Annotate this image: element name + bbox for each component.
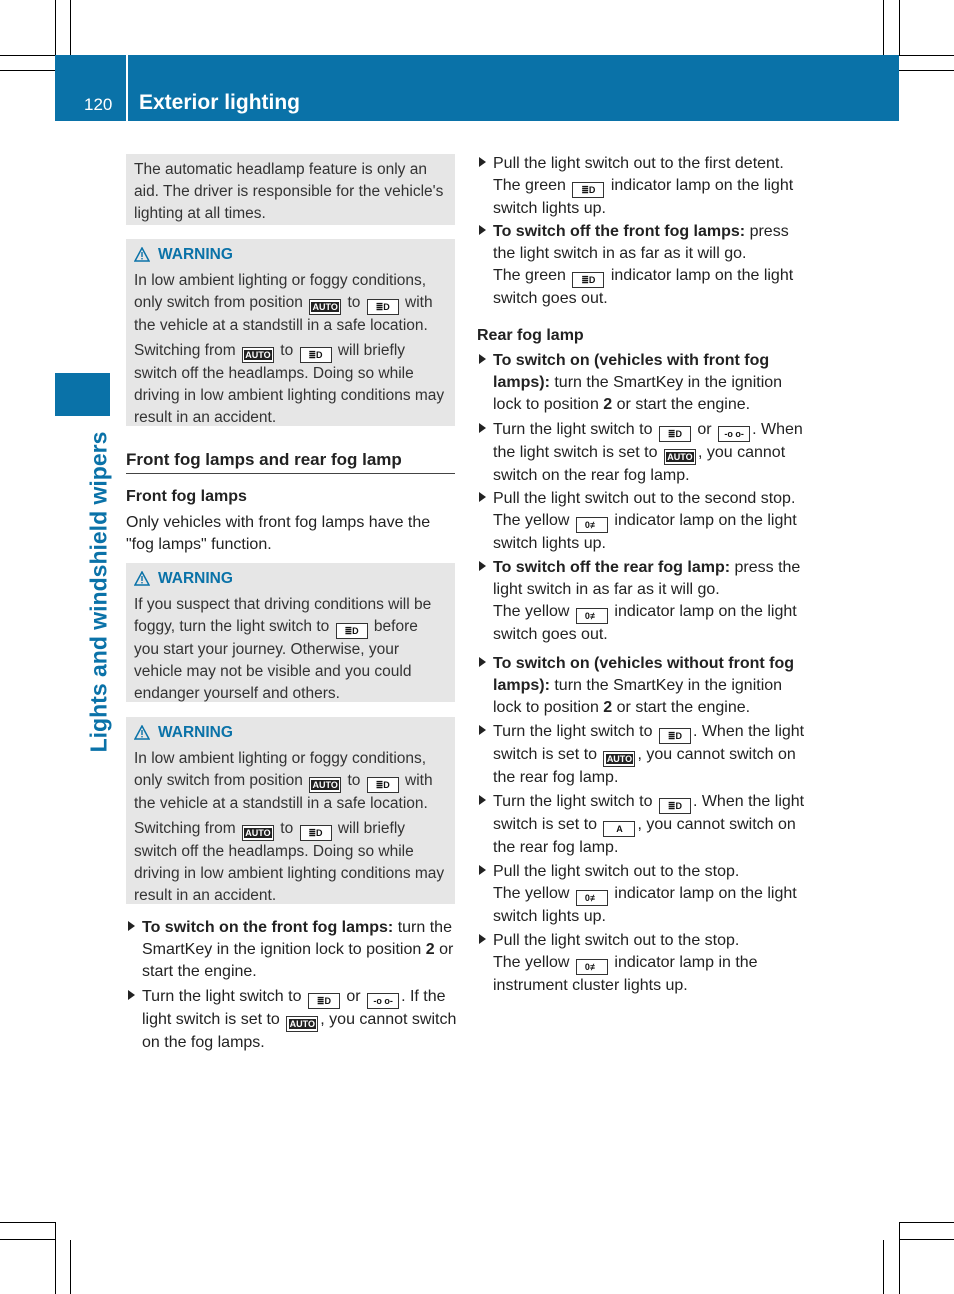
bullet-arrow-icon bbox=[479, 354, 486, 364]
low-beam-icon: ≣D bbox=[300, 347, 332, 363]
crop-mark bbox=[55, 1222, 56, 1294]
warning-box bbox=[126, 717, 455, 904]
instruction-item: To switch off the front fog lamps: press the light switch in as far as it will go. The green ≣D indicator lamp on the light switch goes out. bbox=[477, 221, 813, 310]
parking-lamp-icon: -o o- bbox=[718, 426, 750, 442]
crop-mark bbox=[883, 0, 884, 55]
side-tab bbox=[55, 373, 110, 416]
warning-label: WARNING bbox=[158, 246, 233, 263]
instruction-item: To switch on (vehicles with front fog lamps): turn the SmartKey in the ignition lock to position 2 or start the engine. bbox=[477, 350, 813, 416]
subsection-title: Rear fog lamp bbox=[477, 327, 584, 344]
crop-mark bbox=[899, 1239, 954, 1240]
parking-lamp-icon: -o o- bbox=[367, 993, 399, 1009]
auto-icon: AUTO bbox=[603, 751, 635, 767]
crop-mark bbox=[0, 1222, 55, 1223]
warning-label: WARNING bbox=[158, 724, 233, 741]
instruction-item: Turn the light switch to ≣D . When the light switch is set to A , you cannot switch on the rear fog lamp. bbox=[477, 791, 813, 859]
bullet-arrow-icon bbox=[479, 225, 486, 235]
instruction-item: Pull the light switch out to the stop. The yellow 0≢ indicator lamp in the instrument cluster lights up. bbox=[477, 930, 813, 997]
rear-fog-icon: 0≢ bbox=[576, 959, 608, 975]
low-beam-icon: ≣D bbox=[308, 993, 340, 1009]
crop-mark bbox=[70, 1240, 71, 1294]
bullet-arrow-icon bbox=[479, 725, 486, 735]
crop-mark bbox=[899, 55, 954, 56]
instruction-item: Pull the light switch out to the stop. The yellow 0≢ indicator lamp on the light switch lights up. bbox=[477, 861, 813, 928]
warning-text: Switching from bbox=[134, 820, 236, 837]
low-beam-icon: ≣D bbox=[300, 825, 332, 841]
warning-text: before you start your journey. Otherwise, your vehicle may not be visible and you could endanger yourself and others. bbox=[134, 618, 418, 702]
instruction-item: Pull the light switch out to the second stop. The yellow 0≢ indicator lamp on the light switch lights up. bbox=[477, 488, 813, 555]
side-title: Lights and windshield wipers bbox=[85, 431, 112, 753]
instruction-item: To switch off the rear fog lamp: press the light switch in as far as it will go. The yellow 0≢ indicator lamp on the light switch goes out. bbox=[477, 557, 813, 646]
warning-text: will briefly switch off the headlamps. Doing so while driving in low ambient lighting conditions may result in an accident. bbox=[134, 820, 445, 904]
low-beam-icon: ≣D bbox=[659, 426, 691, 442]
low-beam-icon: ≣D bbox=[336, 623, 368, 639]
bullet-arrow-icon bbox=[479, 865, 486, 875]
low-beam-icon: ≣D bbox=[367, 777, 399, 793]
warning-text: to bbox=[280, 342, 294, 359]
instruction-item: Pull the light switch out to the first detent. The green ≣D indicator lamp on the light switch lights up. bbox=[477, 153, 813, 220]
warning-triangle-icon bbox=[134, 725, 150, 740]
crop-mark bbox=[0, 70, 55, 71]
intro-text: Only vehicles with front fog lamps have the "fog lamps" function. bbox=[126, 514, 431, 553]
bullet-arrow-icon bbox=[128, 990, 135, 1000]
auto-icon: AUTO bbox=[242, 347, 274, 363]
low-beam-icon: ≣D bbox=[367, 299, 399, 315]
header-divider bbox=[126, 55, 128, 121]
warning-heading bbox=[134, 568, 447, 594]
auto-icon: AUTO bbox=[242, 825, 274, 841]
crop-mark bbox=[70, 0, 71, 55]
bullet-arrow-icon bbox=[479, 423, 486, 433]
warning-text: In low ambient lighting or foggy conditions, only switch from position bbox=[134, 272, 427, 311]
chapter-title: Exterior lighting bbox=[139, 91, 301, 114]
low-beam-icon: ≣D bbox=[659, 798, 691, 814]
warning-box bbox=[126, 239, 455, 426]
warning-text: In low ambient lighting or foggy conditions, only switch from position bbox=[134, 750, 427, 789]
rear-fog-icon: 0≢ bbox=[576, 608, 608, 624]
instruction-item: Turn the light switch to ≣D or -o o- . When the light switch is set to AUTO , you cannot switch on the rear fog lamp. bbox=[477, 419, 813, 487]
crop-mark bbox=[0, 55, 55, 56]
section-rule bbox=[126, 473, 455, 474]
warning-text: with the vehicle at a standstill in a safe location. bbox=[134, 294, 433, 334]
crop-mark bbox=[899, 0, 900, 55]
crop-mark bbox=[55, 0, 56, 55]
warning-text: If you suspect that driving conditions will be foggy, turn the light switch to bbox=[134, 596, 432, 635]
warning-triangle-icon bbox=[134, 247, 150, 262]
note-box bbox=[126, 154, 455, 225]
instruction-item: Turn the light switch to ≣D . When the light switch is set to AUTO , you cannot switch on the rear fog lamp. bbox=[477, 721, 813, 789]
warning-text: with the vehicle at a standstill in a safe location. bbox=[134, 772, 433, 812]
bullet-arrow-icon bbox=[479, 561, 486, 571]
subsection-title: Front fog lamps bbox=[126, 488, 247, 505]
warning-heading bbox=[134, 722, 447, 748]
bullet-arrow-icon bbox=[479, 492, 486, 502]
warning-text: Switching from bbox=[134, 342, 236, 359]
warning-label: WARNING bbox=[158, 570, 233, 587]
instruction-item: Turn the light switch to ≣D or -o o- . If the light switch is set to AUTO , you cannot switch on the fog lamps. bbox=[126, 986, 457, 1054]
crop-mark bbox=[883, 1240, 884, 1294]
bullet-arrow-icon bbox=[479, 657, 486, 667]
warning-box bbox=[126, 563, 455, 702]
page-number: 120 bbox=[84, 95, 113, 114]
warning-text: to bbox=[280, 820, 294, 837]
front-fog-icon: ≣D bbox=[572, 272, 604, 288]
bullet-arrow-icon bbox=[479, 934, 486, 944]
warning-triangle-icon bbox=[134, 571, 150, 586]
warning-text: to bbox=[347, 294, 361, 311]
bullet-arrow-icon bbox=[128, 921, 135, 931]
low-beam-icon: ≣D bbox=[659, 728, 691, 744]
crop-mark bbox=[0, 1239, 55, 1240]
auto-icon: AUTO bbox=[309, 299, 341, 315]
crop-mark bbox=[899, 1222, 900, 1294]
instruction-item: To switch on the front fog lamps: turn the SmartKey in the ignition lock to position 2 or start the engine. bbox=[126, 917, 457, 983]
rear-fog-icon: 0≢ bbox=[576, 517, 608, 533]
section-title: Front fog lamps and rear fog lamp bbox=[126, 450, 402, 469]
bullet-arrow-icon bbox=[479, 157, 486, 167]
warning-text: will briefly switch off the headlamps. Doing so while driving in low ambient lighting conditions may result in an accident. bbox=[134, 342, 445, 426]
auto-icon: AUTO bbox=[286, 1016, 318, 1032]
rear-fog-icon: 0≢ bbox=[576, 890, 608, 906]
auto-a-icon: A bbox=[603, 821, 635, 837]
auto-icon: AUTO bbox=[309, 777, 341, 793]
crop-mark bbox=[899, 1222, 954, 1223]
auto-icon: AUTO bbox=[664, 449, 696, 465]
warning-heading bbox=[134, 244, 447, 270]
page-header bbox=[55, 55, 899, 121]
instruction-item: To switch on (vehicles without front fog lamps): turn the SmartKey in the ignition lock to position 2 or start the engine. bbox=[477, 653, 813, 719]
front-fog-icon: ≣D bbox=[572, 182, 604, 198]
note-text: The automatic headlamp feature is only an aid. The driver is responsible for the vehicle's lighting at all times. bbox=[134, 161, 444, 222]
crop-mark bbox=[899, 70, 954, 71]
warning-text: to bbox=[347, 772, 361, 789]
bullet-arrow-icon bbox=[479, 795, 486, 805]
